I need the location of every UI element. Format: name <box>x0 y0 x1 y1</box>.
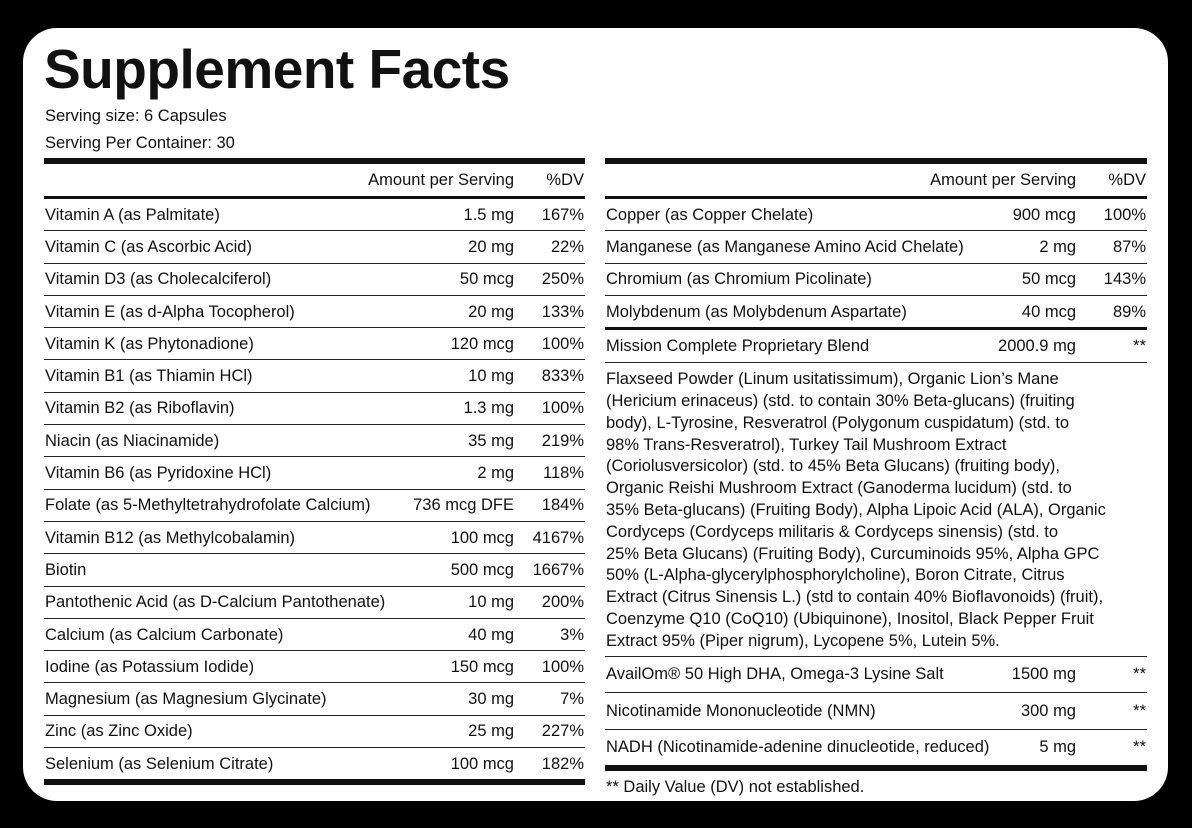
nutrient-row <box>44 393 585 425</box>
nutrient-name: Vitamin D3 (as Cholecalciferol) <box>45 270 272 289</box>
right-nutrient-table <box>605 158 1147 797</box>
amount-header: Amount per Serving <box>368 171 514 189</box>
nutrient-row <box>605 730 1147 766</box>
nutrient-dv: 100% <box>1103 205 1146 224</box>
table-header <box>605 164 1147 199</box>
nutrient-name: Vitamin E (as d-Alpha Tocopherol) <box>45 302 295 321</box>
nutrient-name: Molybdenum (as Molybdenum Aspartate) <box>606 302 907 321</box>
blend-ingredient-line: Extract (Citrus Sinensis L.) (std to contain 40% Bioflavonoids) (fruit), <box>606 588 1104 607</box>
nutrient-dv: 4167% <box>532 528 584 547</box>
nutrient-dv: ** <box>1133 738 1146 757</box>
nutrient-dv: 833% <box>541 367 584 386</box>
blend-ingredient-line: (Coriolusversicolor) (std. to 45% Beta Glucans) (fruiting body), <box>606 457 1060 476</box>
blend-amount: 2000.9 mg <box>998 337 1076 356</box>
nutrient-dv: 182% <box>541 754 584 773</box>
nutrient-amount: 500 mcg <box>450 560 514 579</box>
nutrient-row <box>44 296 585 328</box>
nutrient-row <box>44 199 585 231</box>
nutrient-amount: 40 mg <box>468 625 514 644</box>
nutrient-amount: 300 mg <box>1020 701 1076 720</box>
nutrient-amount: 736 mcg DFE <box>413 496 514 515</box>
nutrient-dv: 7% <box>560 690 584 709</box>
nutrient-dv: 100% <box>541 334 584 353</box>
bottom-bar <box>44 779 585 785</box>
nutrient-amount: 20 mg <box>468 237 514 256</box>
nutrient-dv: 100% <box>541 657 584 676</box>
blend-ingredient-line: (Hericium erinaceus) (std. to contain 30% Beta-glucans) (fruiting <box>606 391 1075 410</box>
blend-dv: ** <box>1133 337 1146 356</box>
nutrient-dv: 167% <box>541 205 584 224</box>
nutrient-row <box>605 657 1147 694</box>
blend-ingredient-line: Cordyceps (Cordyceps militaris & Cordyceps sinensis) (std. to <box>606 522 1059 541</box>
nutrient-name: Folate (as 5-Methyltetrahydrofolate Calcium) <box>45 496 371 515</box>
nutrient-name: Vitamin B2 (as Riboflavin) <box>45 399 235 418</box>
nutrient-dv: 133% <box>541 302 584 321</box>
nutrient-dv: 89% <box>1112 302 1146 321</box>
nutrient-amount: 30 mg <box>468 690 514 709</box>
nutrient-dv: 227% <box>541 722 584 741</box>
nutrient-name: Chromium (as Chromium Picolinate) <box>606 270 872 289</box>
nutrient-name: Zinc (as Zinc Oxide) <box>45 722 193 741</box>
nutrient-name: Iodine (as Potassium Iodide) <box>45 657 255 676</box>
nutrient-amount: 120 mcg <box>450 334 514 353</box>
nutrient-amount: 10 mg <box>468 367 514 386</box>
dv-header: %DV <box>546 171 584 189</box>
left-nutrient-table <box>44 158 585 785</box>
blend-ingredient-line: Organic Reishi Mushroom Extract (Ganoderma lucidum) (std. to <box>606 479 1072 498</box>
nutrient-amount: 1.3 mg <box>463 399 514 418</box>
nutrient-amount: 100 mcg <box>450 528 514 547</box>
nutrient-row <box>44 716 585 748</box>
nutrient-dv: 100% <box>541 399 584 418</box>
nutrient-name: Vitamin B1 (as Thiamin HCl) <box>45 367 253 386</box>
nutrient-dv: ** <box>1133 665 1146 684</box>
proprietary-blend-row <box>605 330 1147 363</box>
nutrient-amount: 150 mcg <box>450 657 514 676</box>
footnote: ** Daily Value (DV) not established. <box>606 778 865 797</box>
nutrient-name: Pantothenic Acid (as D-Calcium Pantothenate) <box>45 593 386 612</box>
nutrient-row <box>44 360 585 392</box>
blend-ingredient-line: Coenzyme Q10 (CoQ10) (Ubiquinone), Inositol, Black Pepper Fruit <box>606 609 1094 628</box>
nutrient-name: NADH (Nicotinamide-adenine dinucleotide, reduced) <box>606 738 990 757</box>
nutrient-row <box>44 651 585 683</box>
blend-ingredient-line: 50% (L-Alpha-glycerylphosphorylcholine), Boron Citrate, Citrus <box>606 566 1065 585</box>
nutrient-amount: 100 mcg <box>450 754 514 773</box>
nutrient-amount: 1.5 mg <box>463 205 514 224</box>
nutrient-dv: 87% <box>1112 237 1146 256</box>
nutrient-dv: 200% <box>541 593 584 612</box>
nutrient-name: Nicotinamide Mononucleotide (NMN) <box>606 701 876 720</box>
nutrient-row <box>605 231 1147 263</box>
table-header <box>44 164 585 199</box>
nutrient-name: Biotin <box>45 560 87 579</box>
nutrient-amount: 40 mcg <box>1021 302 1076 321</box>
nutrient-name: Manganese (as Manganese Amino Acid Chelate) <box>606 237 964 256</box>
nutrient-row <box>44 554 585 586</box>
nutrient-dv: ** <box>1133 701 1146 720</box>
nutrient-row <box>605 296 1147 330</box>
nutrient-name: Vitamin K (as Phytonadione) <box>45 334 254 353</box>
nutrient-name: Niacin (as Niacinamide) <box>45 431 220 450</box>
servings-per-container: Serving Per Container: 30 <box>45 134 235 152</box>
nutrient-row <box>44 490 585 522</box>
nutrient-dv: 219% <box>541 431 584 450</box>
nutrient-dv: 184% <box>541 496 584 515</box>
nutrient-name: Vitamin B6 (as Pyridoxine HCl) <box>45 464 272 483</box>
nutrient-amount: 50 mcg <box>459 270 514 289</box>
nutrient-amount: 35 mg <box>468 431 514 450</box>
dv-header: %DV <box>1108 171 1146 189</box>
serving-size: Serving size: 6 Capsules <box>45 107 227 125</box>
nutrient-name: Vitamin B12 (as Methylcobalamin) <box>45 528 296 547</box>
nutrient-name: AvailOm® 50 High DHA, Omega-3 Lysine Salt <box>606 665 944 684</box>
nutrient-dv: 3% <box>560 625 584 644</box>
blend-ingredient-line: 25% Beta Glucans) (Fruiting Body), Curcuminoids 95%, Alpha GPC <box>606 544 1100 563</box>
nutrient-name: Calcium (as Calcium Carbonate) <box>45 625 284 644</box>
nutrient-dv: 1667% <box>532 560 584 579</box>
nutrient-amount: 20 mg <box>468 302 514 321</box>
blend-ingredient-line: Extract 95% (Piper nigrum), Lycopene 5%, Lutein 5%. <box>606 631 1000 650</box>
nutrient-amount: 2 mg <box>477 464 514 483</box>
nutrient-name: Copper (as Copper Chelate) <box>606 205 814 224</box>
nutrient-row <box>44 457 585 489</box>
nutrient-row <box>44 264 585 296</box>
nutrient-row <box>44 328 585 360</box>
nutrient-amount: 900 mcg <box>1012 205 1076 224</box>
nutrient-dv: 250% <box>541 270 584 289</box>
nutrient-dv: 118% <box>543 464 584 483</box>
nutrient-amount: 25 mg <box>468 722 514 741</box>
nutrient-dv: 143% <box>1103 270 1146 289</box>
nutrient-row <box>44 748 585 779</box>
nutrient-name: Vitamin A (as Palmitate) <box>45 205 220 224</box>
nutrient-row <box>605 264 1147 296</box>
blend-ingredients <box>605 363 1147 656</box>
nutrient-row <box>605 693 1147 730</box>
amount-header: Amount per Serving <box>930 171 1076 189</box>
nutrient-name: Selenium (as Selenium Citrate) <box>45 754 274 773</box>
nutrient-row <box>44 522 585 554</box>
blend-ingredient-line: 35% Beta-glucans) (Fruiting Body), Alpha Lipoic Acid (ALA), Organic <box>606 500 1106 519</box>
nutrient-row <box>605 199 1147 231</box>
nutrient-amount: 2 mg <box>1039 237 1076 256</box>
blend-ingredient-line: Flaxseed Powder (Linum usitatissimum), Organic Lion’s Mane <box>606 370 1059 389</box>
nutrient-name: Magnesium (as Magnesium Glycinate) <box>45 690 327 709</box>
nutrient-row <box>44 619 585 651</box>
nutrient-amount: 10 mg <box>468 593 514 612</box>
nutrient-row <box>44 425 585 457</box>
nutrient-dv: 22% <box>550 237 584 256</box>
nutrient-amount: 5 mg <box>1039 738 1076 757</box>
nutrient-row <box>44 683 585 715</box>
nutrient-row <box>44 587 585 619</box>
nutrient-amount: 1500 mg <box>1011 665 1076 684</box>
nutrient-name: Vitamin C (as Ascorbic Acid) <box>45 237 252 256</box>
blend-ingredient-line: 98% Trans-Resveratrol), Turkey Tail Mushroom Extract <box>606 435 1007 454</box>
blend-ingredient-line: body), L-Tyrosine, Resveratrol (Polygonum cuspidatum) (std. to <box>606 413 1070 432</box>
panel-title: Supplement Facts <box>44 38 510 100</box>
nutrient-amount: 50 mcg <box>1021 270 1076 289</box>
nutrient-row <box>44 231 585 263</box>
blend-name: Mission Complete Proprietary Blend <box>606 337 870 356</box>
